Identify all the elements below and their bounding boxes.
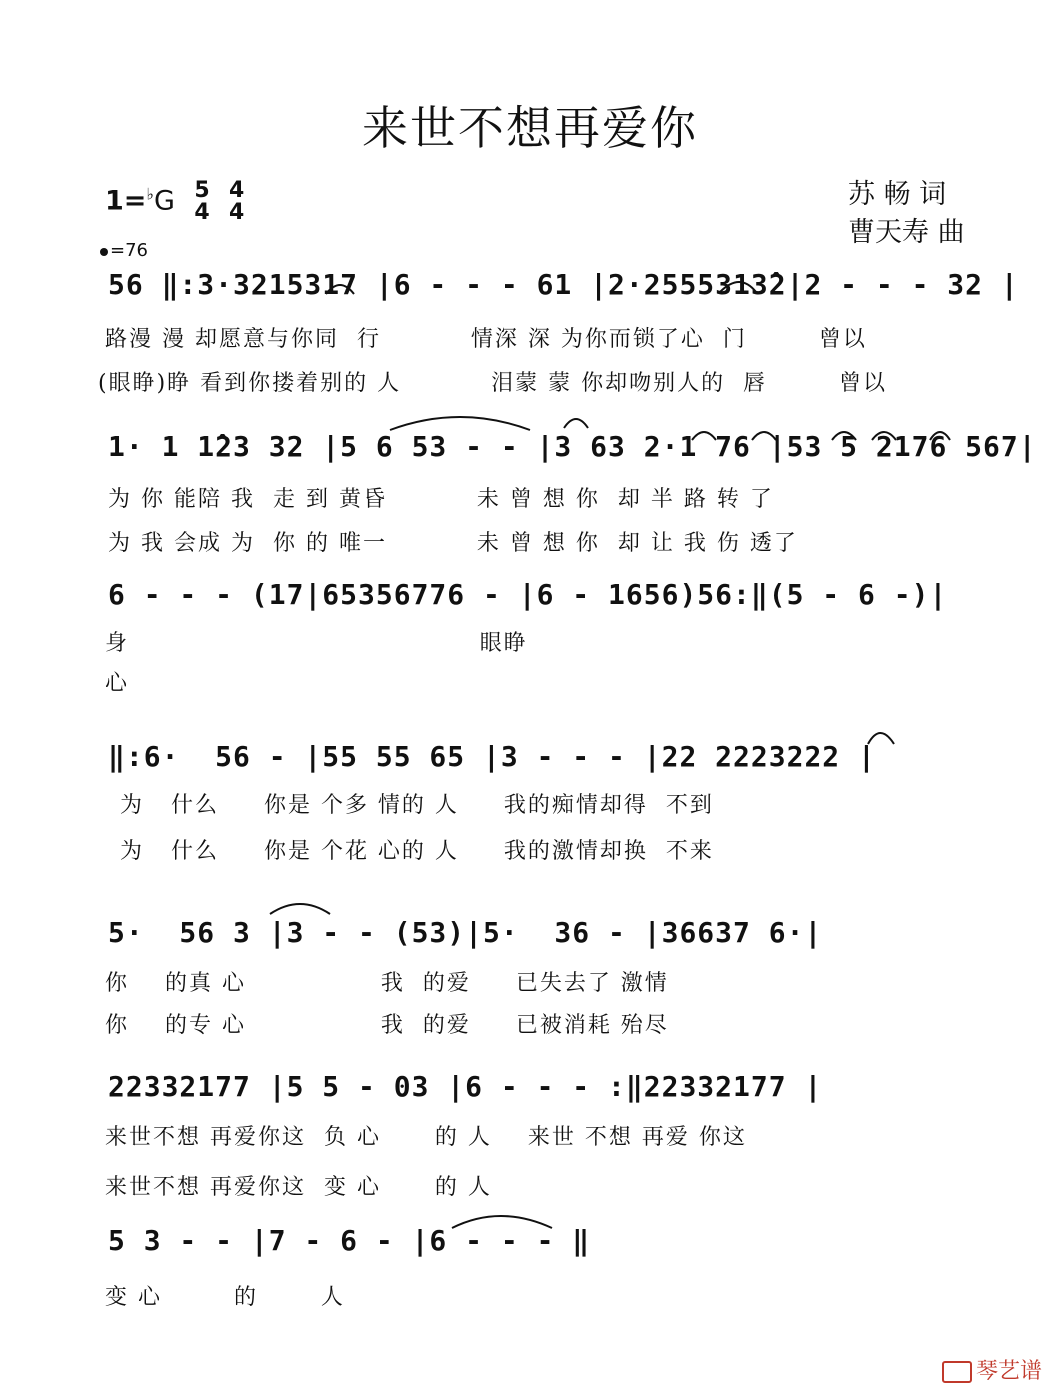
notes-line-7: 5 3 - - |7 - 6 - |6 - - - ‖ (108, 1224, 591, 1257)
slur-mark (270, 904, 330, 914)
key-note: G (153, 185, 175, 217)
time-signature-2: 4 4 (229, 178, 245, 225)
time-signature-1: 5 4 (194, 178, 210, 225)
notes-line-4: ‖:6· 56 - |55 55 65 |3 - - - |22 2223222 | (108, 740, 876, 773)
lyrics-line-5-verse-2: 你 的专 心 我 的爱 已被消耗 殆尽 (105, 1013, 669, 1038)
brand-watermark: 琴艺谱 (942, 1354, 1042, 1385)
score-line-2 (0, 430, 1060, 490)
notes-line-3: 6 - - - (17|65356776 - |6 - 1656)56:‖(5 - 6 -)| (108, 578, 948, 611)
score-line-7 (0, 1224, 1060, 1284)
lyrics-line-6-verse-2: 来世不想 再爱你这 变 心 的 人 (105, 1175, 492, 1200)
brand-logo-icon (942, 1361, 972, 1383)
lyrics-line-7-verse-1: 变 心 的 人 (105, 1285, 345, 1310)
tempo-marking (100, 240, 148, 261)
slur-mark (390, 417, 530, 430)
notes-line-6: 22332177 |5 5 - 03 |6 - - - :‖22332177 | (108, 1070, 823, 1103)
lyrics-line-6-verse-1: 来世不想 再爱你这 负 心 的 人 来世 不想 再爱 你这 (105, 1125, 747, 1150)
lyricist-credit: 苏 畅 词 (848, 179, 947, 210)
lyrics-line-1-verse-2: (眼睁)睁 看到你搂着别的 人 泪蒙 蒙 你却吻别人的 唇 曾以 (98, 371, 888, 396)
lyrics-line-3-verse-1: 身 眼睁 (105, 631, 528, 656)
quarter-note-icon (100, 248, 108, 256)
notes-line-2: 1· 1 1̂23 32 |5 6 53 - - |3 63 2·1 76 |53 5 2176 567| (108, 430, 1037, 463)
composer-credit: 曹天寿 曲 (848, 217, 965, 248)
slur-mark (564, 419, 588, 428)
notes-line-5: 5· 56 3 |3 - - (53)|5· 36 - |36637 6·| (108, 916, 823, 949)
lyrics-line-5-verse-1: 你 的真 心 我 的爱 已失去了 激情 (105, 971, 669, 996)
lyrics-line-4-verse-1: 为 什么 你是 个多 情的 人 我的痴情却得 不到 (120, 793, 714, 818)
page-title: 来世不想再爱你 (362, 101, 698, 155)
lyrics-line-1-verse-1: 路漫 漫 却愿意与你同 行 情深 深 为你而锁了心 门 曾以 (105, 327, 867, 352)
key-signature (105, 180, 244, 224)
lyrics-line-2-verse-2: 为 我 会成 为 你 的 唯一 未 曾 想 你 却 让 我 伤 透了 (108, 531, 798, 556)
lyrics-line-2-verse-1: 为 你 能陪 我 走 到 黄昏 未 曾 想 你 却 半 路 转 了 (108, 487, 774, 512)
score-line-1 (0, 268, 1060, 328)
tempo-value: =76 (110, 240, 148, 261)
lyrics-line-4-verse-2: 为 什么 你是 个花 心的 人 我的激情却换 不来 (120, 839, 714, 864)
flat-sign: ♭ (146, 184, 154, 204)
key-prefix: 1= (105, 185, 147, 217)
notes-line-1: 56 ‖:3·3215317 |6 - - - 61 |2·2555313̂2|2 - - - 32 | (108, 268, 1019, 301)
lyrics-line-3-verse-2: 心 (105, 671, 130, 696)
